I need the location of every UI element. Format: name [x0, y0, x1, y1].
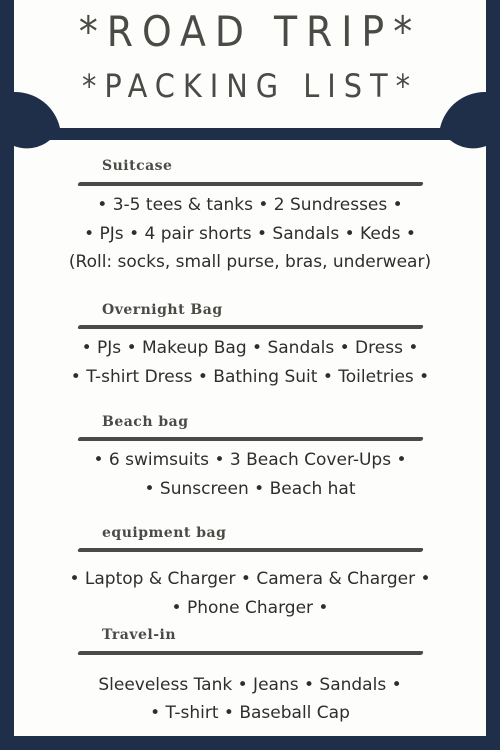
list-line: • T-shirt • Baseball Cap — [150, 703, 350, 723]
list-line: • Laptop & Charger • Camera & Charger • — [69, 569, 431, 589]
page-subtitle: *PACKING LIST* — [81, 67, 419, 105]
list-line: • Sunscreen • Beach hat — [144, 479, 356, 499]
section-divider — [77, 437, 423, 441]
section-divider — [77, 325, 423, 329]
section-heading-beach-bag: Beach bag — [102, 414, 189, 430]
list-line: • 6 swimsuits • 3 Beach Cover-Ups • — [93, 450, 407, 470]
section-divider — [77, 651, 423, 655]
section-heading-travel-in: Travel-in — [102, 627, 177, 643]
list-line: (Roll: socks, small purse, bras, underwear) — [68, 252, 432, 272]
list-line: Sleeveless Tank • Jeans • Sandals • — [98, 675, 402, 695]
list-line: • Phone Charger • — [171, 598, 329, 618]
page-title: *ROAD TRIP* — [78, 7, 422, 56]
section-heading-suitcase: Suitcase — [102, 158, 173, 174]
list-line: • PJs • 4 pair shorts • Sandals • Keds • — [84, 224, 416, 244]
section-heading-equipment-bag: equipment bag — [102, 525, 227, 541]
list-line: • T-shirt Dress • Bathing Suit • Toiletries • — [70, 367, 430, 387]
list-line: • PJs • Makeup Bag • Sandals • Dress • — [81, 338, 419, 358]
section-divider — [77, 548, 423, 552]
section-heading-overnight-bag: Overnight Bag — [102, 302, 223, 318]
section-divider — [77, 182, 423, 186]
list-line: • 3-5 tees & tanks • 2 Sundresses • — [97, 195, 403, 215]
